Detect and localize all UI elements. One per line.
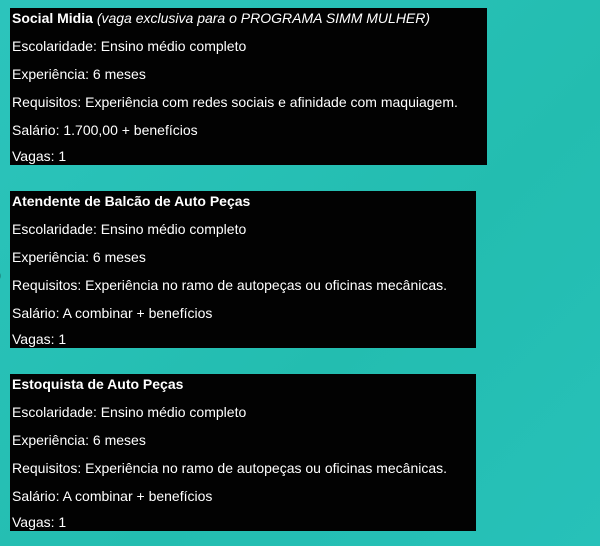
job-title — [12, 193, 250, 210]
job-salario: Salário: 1.700,00 + benefícios — [12, 122, 198, 138]
job-escolaridade: Escolaridade: Ensino médio completo — [12, 221, 247, 237]
job-requisitos: Requisitos: Experiência no ramo de autopeças ou oficinas mecânicas. — [12, 460, 448, 476]
job-requisitos: Requisitos: Experiência com redes sociais e afinidade com maquiagem. — [12, 94, 458, 110]
job-vagas: Vagas: 1 — [12, 148, 67, 164]
job-title-text: Atendente de Balcão de Auto Peças — [12, 193, 251, 209]
job-escolaridade: Escolaridade: Ensino médio completo — [12, 38, 247, 54]
job-salario: Salário: A combinar + benefícios — [12, 488, 213, 504]
job-experiencia: Experiência: 6 meses — [12, 66, 146, 82]
job-experiencia: Experiência: 6 meses — [12, 249, 146, 265]
job-card-estoquista — [10, 374, 476, 531]
job-card-atendente-balcao — [10, 191, 476, 348]
job-escolaridade: Escolaridade: Ensino médio completo — [12, 404, 247, 420]
job-title — [12, 376, 183, 393]
job-title — [12, 10, 430, 27]
job-requisitos: Requisitos: Experiência no ramo de autopeças ou oficinas mecânicas. — [12, 277, 448, 293]
job-title-note: (vaga exclusiva para o PROGRAMA SIMM MULHER) — [96, 10, 431, 26]
partial-bullet-glyph — [0, 268, 1, 284]
job-title-text: Estoquista de Auto Peças — [12, 376, 184, 392]
job-salario: Salário: A combinar + benefícios — [12, 305, 213, 321]
job-experiencia: Experiência: 6 meses — [12, 432, 146, 448]
job-title-text: Social Midia — [12, 10, 93, 26]
job-card-social-midia — [10, 8, 487, 165]
job-vagas: Vagas: 1 — [12, 514, 67, 530]
job-vagas: Vagas: 1 — [12, 331, 67, 347]
